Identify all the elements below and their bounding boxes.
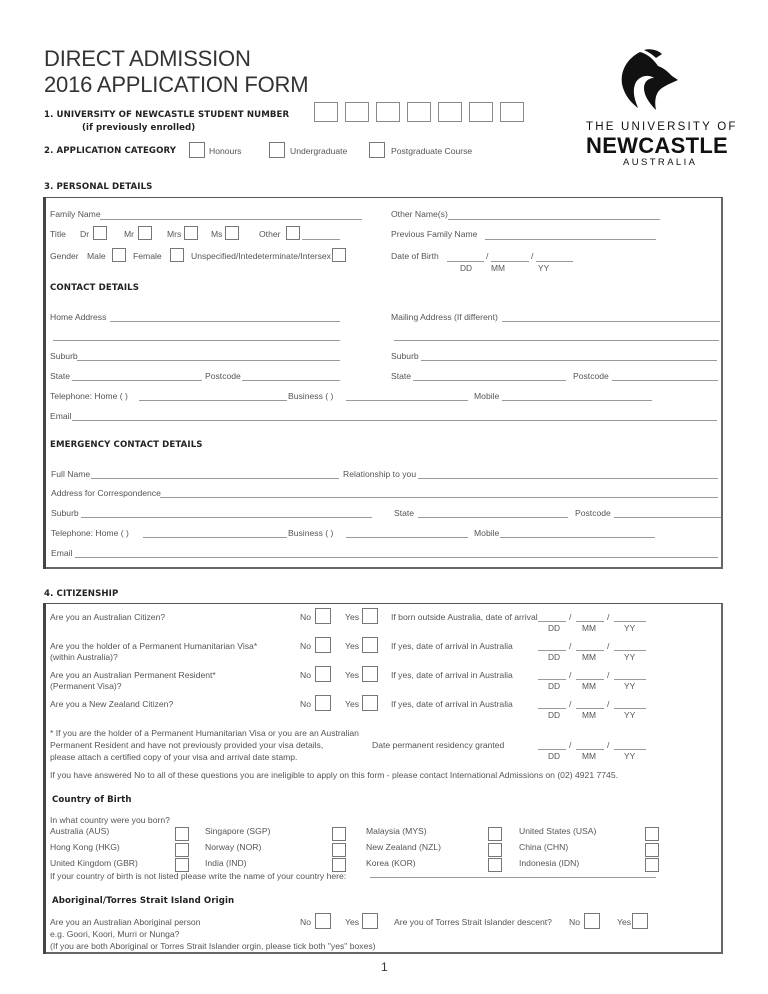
date-separator: / [607, 641, 610, 651]
yy-hint: YY [624, 623, 636, 633]
dd-hint: DD [548, 623, 561, 633]
yes-label: Yes [345, 612, 360, 622]
australian-citizen-yes-checkbox[interactable] [362, 608, 378, 624]
yes-label: Yes [345, 641, 360, 651]
mailing-address-line1[interactable] [502, 321, 720, 322]
country-nzl-checkbox[interactable] [488, 843, 502, 857]
mailing-state-field[interactable] [413, 380, 566, 381]
date-separator: / [486, 251, 489, 261]
emergency-suburb-label: Suburb [51, 508, 79, 518]
mm-hint: MM [582, 751, 596, 761]
country-mys-label: Malaysia (MYS) [366, 826, 427, 836]
date-separator: / [531, 251, 534, 261]
logo-line2: NEWCASTLE [586, 133, 729, 158]
aboriginal-examples: e.g. Goori, Koori, Murri or Nunga? [50, 929, 180, 939]
telephone-business-field[interactable] [346, 400, 468, 401]
country-nor-label: Norway (NOR) [205, 842, 262, 852]
emergency-postcode-label: Postcode [575, 508, 611, 518]
student-number-digit-3[interactable] [376, 102, 400, 122]
country-chn-label: China (CHN) [519, 842, 569, 852]
emergency-contact-heading: EMERGENCY CONTACT DETAILS [50, 440, 203, 450]
no-label: No [300, 612, 311, 622]
box-border-left [43, 603, 46, 954]
form-title-line1: DIRECT ADMISSION [44, 46, 251, 71]
application-category-label: 2. APPLICATION CATEGORY [44, 146, 177, 156]
home-suburb-field[interactable] [77, 360, 340, 361]
torres-strait-no-checkbox[interactable] [584, 913, 600, 929]
australian-citizen-no-checkbox[interactable] [315, 608, 331, 624]
mm-hint: MM [582, 623, 596, 633]
footnote-line3: please attach a certified copy of your visa and arrival date stamp. [50, 752, 298, 762]
previous-family-name-label: Previous Family Name [391, 229, 478, 239]
country-aus-label: Australia (AUS) [50, 826, 110, 836]
gender-label: Gender [50, 251, 79, 261]
country-ind-checkbox[interactable] [332, 858, 346, 872]
humanitarian-visa-yes-checkbox[interactable] [362, 637, 378, 653]
undergraduate-checkbox[interactable] [269, 142, 285, 158]
emergency-suburb-field[interactable] [81, 517, 372, 518]
postgraduate-label: Postgraduate Course [391, 146, 473, 156]
country-chn-checkbox[interactable] [645, 843, 659, 857]
dd-hint: DD [548, 751, 561, 761]
gender-unspecified-label: Unspecified/Intedeterminate/Intersex [191, 251, 331, 261]
emergency-business-label: Business ( ) [288, 528, 334, 538]
footnote-line1: * If you are the holder of a Permanent Humanitarian Visa or you are an Australian [50, 728, 359, 738]
honours-label: Honours [209, 146, 242, 156]
other-names-label: Other Name(s) [391, 209, 448, 219]
emergency-email-field[interactable] [75, 557, 718, 558]
date-separator: / [569, 699, 572, 709]
title-mr-label: Mr [124, 229, 135, 239]
mm-hint: MM [582, 652, 596, 662]
page-number: 1 [381, 960, 388, 974]
email-field[interactable] [72, 420, 717, 421]
no-label: No [300, 641, 311, 651]
country-nor-checkbox[interactable] [332, 843, 346, 857]
mailing-address-line2[interactable] [394, 340, 719, 341]
ineligible-notice: If you have answered No to all of these questions you are ineligible to apply on this form - please contact International Admissions on (02) 4921 7745. [50, 770, 619, 780]
yes-label: Yes [345, 670, 360, 680]
title-dr-checkbox[interactable] [93, 226, 107, 240]
emergency-postcode-field[interactable] [614, 517, 721, 518]
country-not-listed-label: If your country of birth is not listed please write the name of your country here: [50, 871, 347, 881]
home-address-line2[interactable] [53, 340, 340, 341]
dd-hint: DD [548, 652, 561, 662]
home-postcode-field[interactable] [242, 380, 340, 381]
permanent-resident-no-checkbox[interactable] [315, 666, 331, 682]
title-dr-label: Dr [80, 229, 90, 239]
date-separator: / [569, 740, 572, 750]
pr-granted-month-field[interactable] [576, 749, 604, 750]
footnote-line2: Permanent Resident and have not previously provided your visa details, [50, 740, 324, 750]
mailing-suburb-field[interactable] [421, 360, 717, 361]
country-gbr-checkbox[interactable] [175, 858, 189, 872]
nz-citizen-no-checkbox[interactable] [315, 695, 331, 711]
q-humanitarian-visa: Are you the holder of a Permanent Humanitarian Visa* [50, 641, 258, 651]
no-label: No [300, 670, 311, 680]
q-humanitarian-visa-sub: (within Australia)? [50, 652, 118, 662]
yes-label: Yes [617, 917, 632, 927]
arrival-1-month-field[interactable] [576, 621, 604, 622]
home-address-line1[interactable] [110, 321, 340, 322]
gender-female-label: Female [133, 251, 162, 261]
previous-family-name-field[interactable] [485, 239, 656, 240]
telephone-home-label: Telephone: Home ( ) [50, 391, 128, 401]
gender-male-label: Male [87, 251, 106, 261]
country-gbr-label: United Kingdom (GBR) [50, 858, 138, 868]
contact-details-heading: CONTACT DETAILS [50, 283, 140, 293]
student-number-digit-5[interactable] [438, 102, 462, 122]
telephone-business-label: Business ( ) [288, 391, 334, 401]
q-permanent-resident: Are you an Australian Permanent Resident* [50, 670, 216, 680]
logo-line3: AUSTRALIA [623, 157, 698, 168]
date-separator: / [607, 740, 610, 750]
mailing-postcode-label: Postcode [573, 371, 609, 381]
nz-citizen-yes-checkbox[interactable] [362, 695, 378, 711]
torres-strait-question: Are you of Torres Strait Islander descent? [394, 917, 552, 927]
no-label: No [300, 917, 311, 927]
date-separator: / [569, 612, 572, 622]
student-number-digit-6[interactable] [469, 102, 493, 122]
yy-hint: YY [624, 681, 636, 691]
country-nzl-label: New Zealand (NZL) [366, 842, 441, 852]
dob-month-field[interactable] [491, 261, 529, 262]
aboriginal-heading: Aboriginal/Torres Strait Island Origin [52, 896, 235, 906]
mailing-address-label: Mailing Address (If different) [391, 312, 498, 322]
mm-hint: MM [582, 710, 596, 720]
country-other-field[interactable] [370, 877, 656, 878]
q-permanent-resident-sub: (Permanent Visa)? [50, 681, 122, 691]
arrival-3-year-field[interactable] [614, 679, 646, 680]
country-hkg-label: Hong Kong (HKG) [50, 842, 120, 852]
country-question: In what country were you born? [50, 815, 170, 825]
emergency-full-name-field[interactable] [91, 478, 339, 479]
emergency-state-label: State [394, 508, 415, 518]
title-mrs-label: Mrs [167, 229, 182, 239]
pr-granted-day-field[interactable] [538, 749, 566, 750]
postgraduate-checkbox[interactable] [369, 142, 385, 158]
no-label: No [569, 917, 580, 927]
dob-label: Date of Birth [391, 251, 439, 261]
country-ind-label: India (IND) [205, 858, 247, 868]
date-arrival-label-1: If born outside Australia, date of arrival [391, 612, 538, 622]
mailing-postcode-field[interactable] [612, 380, 718, 381]
emergency-address-label: Address for Correspondence [51, 488, 161, 498]
yes-label: Yes [345, 917, 360, 927]
arrival-2-month-field[interactable] [576, 650, 604, 651]
gender-female-checkbox[interactable] [170, 248, 184, 262]
mailing-suburb-label: Suburb [391, 351, 419, 361]
permanent-resident-yes-checkbox[interactable] [362, 666, 378, 682]
arrival-3-day-field[interactable] [538, 679, 566, 680]
emergency-mobile-field[interactable] [500, 537, 655, 538]
humanitarian-visa-no-checkbox[interactable] [315, 637, 331, 653]
date-arrival-label-2: If yes, date of arrival in Australia [391, 641, 513, 651]
torres-strait-yes-checkbox[interactable] [632, 913, 648, 929]
country-idn-checkbox[interactable] [645, 858, 659, 872]
aboriginal-note: (If you are both Aboriginal or Torres Strait Islander orgin, please tick both "yes" boxes) [50, 941, 376, 951]
student-number-digit-4[interactable] [407, 102, 431, 122]
dob-year-field[interactable] [536, 261, 573, 262]
emergency-relationship-field[interactable] [418, 478, 718, 479]
citizenship-heading: 4. CITIZENSHIP [44, 589, 119, 599]
home-address-label: Home Address [50, 312, 107, 322]
arrival-1-day-field[interactable] [538, 621, 566, 622]
arrival-4-year-field[interactable] [614, 708, 646, 709]
university-logo [586, 48, 738, 168]
email-label: Email [50, 411, 72, 421]
emergency-relationship-label: Relationship to you [343, 469, 417, 479]
title-ms-checkbox[interactable] [225, 226, 239, 240]
mobile-field[interactable] [502, 400, 652, 401]
country-hkg-checkbox[interactable] [175, 843, 189, 857]
student-number-sublabel: (if previously enrolled) [82, 123, 196, 133]
gender-male-checkbox[interactable] [112, 248, 126, 262]
undergraduate-label: Undergraduate [290, 146, 348, 156]
family-name-field[interactable] [100, 219, 362, 220]
dob-yy-hint: YY [538, 263, 550, 273]
country-mys-checkbox[interactable] [488, 827, 502, 841]
mm-hint: MM [582, 681, 596, 691]
country-of-birth-heading: Country of Birth [52, 795, 132, 805]
title-mr-checkbox[interactable] [138, 226, 152, 240]
student-number-digit-1[interactable] [314, 102, 338, 122]
box-border-left [43, 197, 46, 569]
form-title-line2: 2016 APPLICATION FORM [44, 72, 309, 97]
arrival-3-month-field[interactable] [576, 679, 604, 680]
arrival-4-month-field[interactable] [576, 708, 604, 709]
title-other-checkbox[interactable] [286, 226, 300, 240]
student-number-label: 1. UNIVERSITY OF NEWCASTLE STUDENT NUMBER [44, 110, 290, 120]
telephone-home-field[interactable] [139, 400, 287, 401]
other-names-field[interactable] [448, 219, 660, 220]
country-sgp-checkbox[interactable] [332, 827, 346, 841]
no-label: No [300, 699, 311, 709]
dob-dd-hint: DD [460, 263, 473, 273]
yy-hint: YY [624, 710, 636, 720]
date-arrival-label-3: If yes, date of arrival in Australia [391, 670, 513, 680]
yy-hint: YY [624, 751, 636, 761]
emergency-telephone-home-label: Telephone: Home ( ) [51, 528, 129, 538]
title-other-label: Other [259, 229, 281, 239]
emergency-telephone-home-field[interactable] [143, 537, 287, 538]
mobile-label: Mobile [474, 391, 500, 401]
student-number-digit-7[interactable] [500, 102, 524, 122]
yy-hint: YY [624, 652, 636, 662]
pr-granted-label: Date permanent residency granted [372, 740, 505, 750]
country-sgp-label: Singapore (SGP) [205, 826, 271, 836]
pr-granted-year-field[interactable] [614, 749, 646, 750]
title-mrs-checkbox[interactable] [184, 226, 198, 240]
title-ms-label: Ms [211, 229, 223, 239]
date-arrival-label-4: If yes, date of arrival in Australia [391, 699, 513, 709]
aboriginal-yes-checkbox[interactable] [362, 913, 378, 929]
student-number-digit-2[interactable] [345, 102, 369, 122]
home-state-field[interactable] [72, 380, 202, 381]
emergency-business-field[interactable] [346, 537, 468, 538]
arrival-4-day-field[interactable] [538, 708, 566, 709]
emergency-mobile-label: Mobile [474, 528, 500, 538]
emergency-email-label: Email [51, 548, 73, 558]
date-separator: / [607, 699, 610, 709]
logo-line1: THE UNIVERSITY OF [586, 121, 738, 133]
arrival-1-year-field[interactable] [614, 621, 646, 622]
honours-checkbox[interactable] [189, 142, 205, 158]
title-label: Title [50, 229, 66, 239]
country-idn-label: Indonesia (IDN) [519, 858, 580, 868]
emergency-state-field[interactable] [418, 517, 568, 518]
yes-label: Yes [345, 699, 360, 709]
emergency-address-field[interactable] [160, 497, 718, 498]
gender-unspecified-checkbox[interactable] [332, 248, 346, 262]
country-aus-checkbox[interactable] [175, 827, 189, 841]
q-nz-citizen: Are you a New Zealand Citizen? [50, 699, 174, 709]
country-usa-label: United States (USA) [519, 826, 597, 836]
dd-hint: DD [548, 681, 561, 691]
country-usa-checkbox[interactable] [645, 827, 659, 841]
personal-details-heading: 3. PERSONAL DETAILS [44, 182, 153, 192]
date-separator: / [569, 641, 572, 651]
dd-hint: DD [548, 710, 561, 720]
arrival-2-day-field[interactable] [538, 650, 566, 651]
dob-day-field[interactable] [447, 261, 484, 262]
country-kor-checkbox[interactable] [488, 858, 502, 872]
date-separator: / [607, 612, 610, 622]
home-suburb-label: Suburb [50, 351, 78, 361]
family-name-label: Family Name [50, 209, 101, 219]
q-australian-citizen: Are you an Australian Citizen? [50, 612, 166, 622]
emergency-full-name-label: Full Name [51, 469, 91, 479]
mailing-state-label: State [391, 371, 412, 381]
date-separator: / [569, 670, 572, 680]
date-separator: / [607, 670, 610, 680]
home-postcode-label: Postcode [205, 371, 241, 381]
title-other-field[interactable] [302, 239, 340, 240]
arrival-2-year-field[interactable] [614, 650, 646, 651]
aboriginal-question: Are you an Australian Aboriginal person [50, 917, 201, 927]
dob-mm-hint: MM [491, 263, 505, 273]
home-state-label: State [50, 371, 71, 381]
country-kor-label: Korea (KOR) [366, 858, 416, 868]
aboriginal-no-checkbox[interactable] [315, 913, 331, 929]
seahorse-crest-icon [614, 48, 684, 114]
